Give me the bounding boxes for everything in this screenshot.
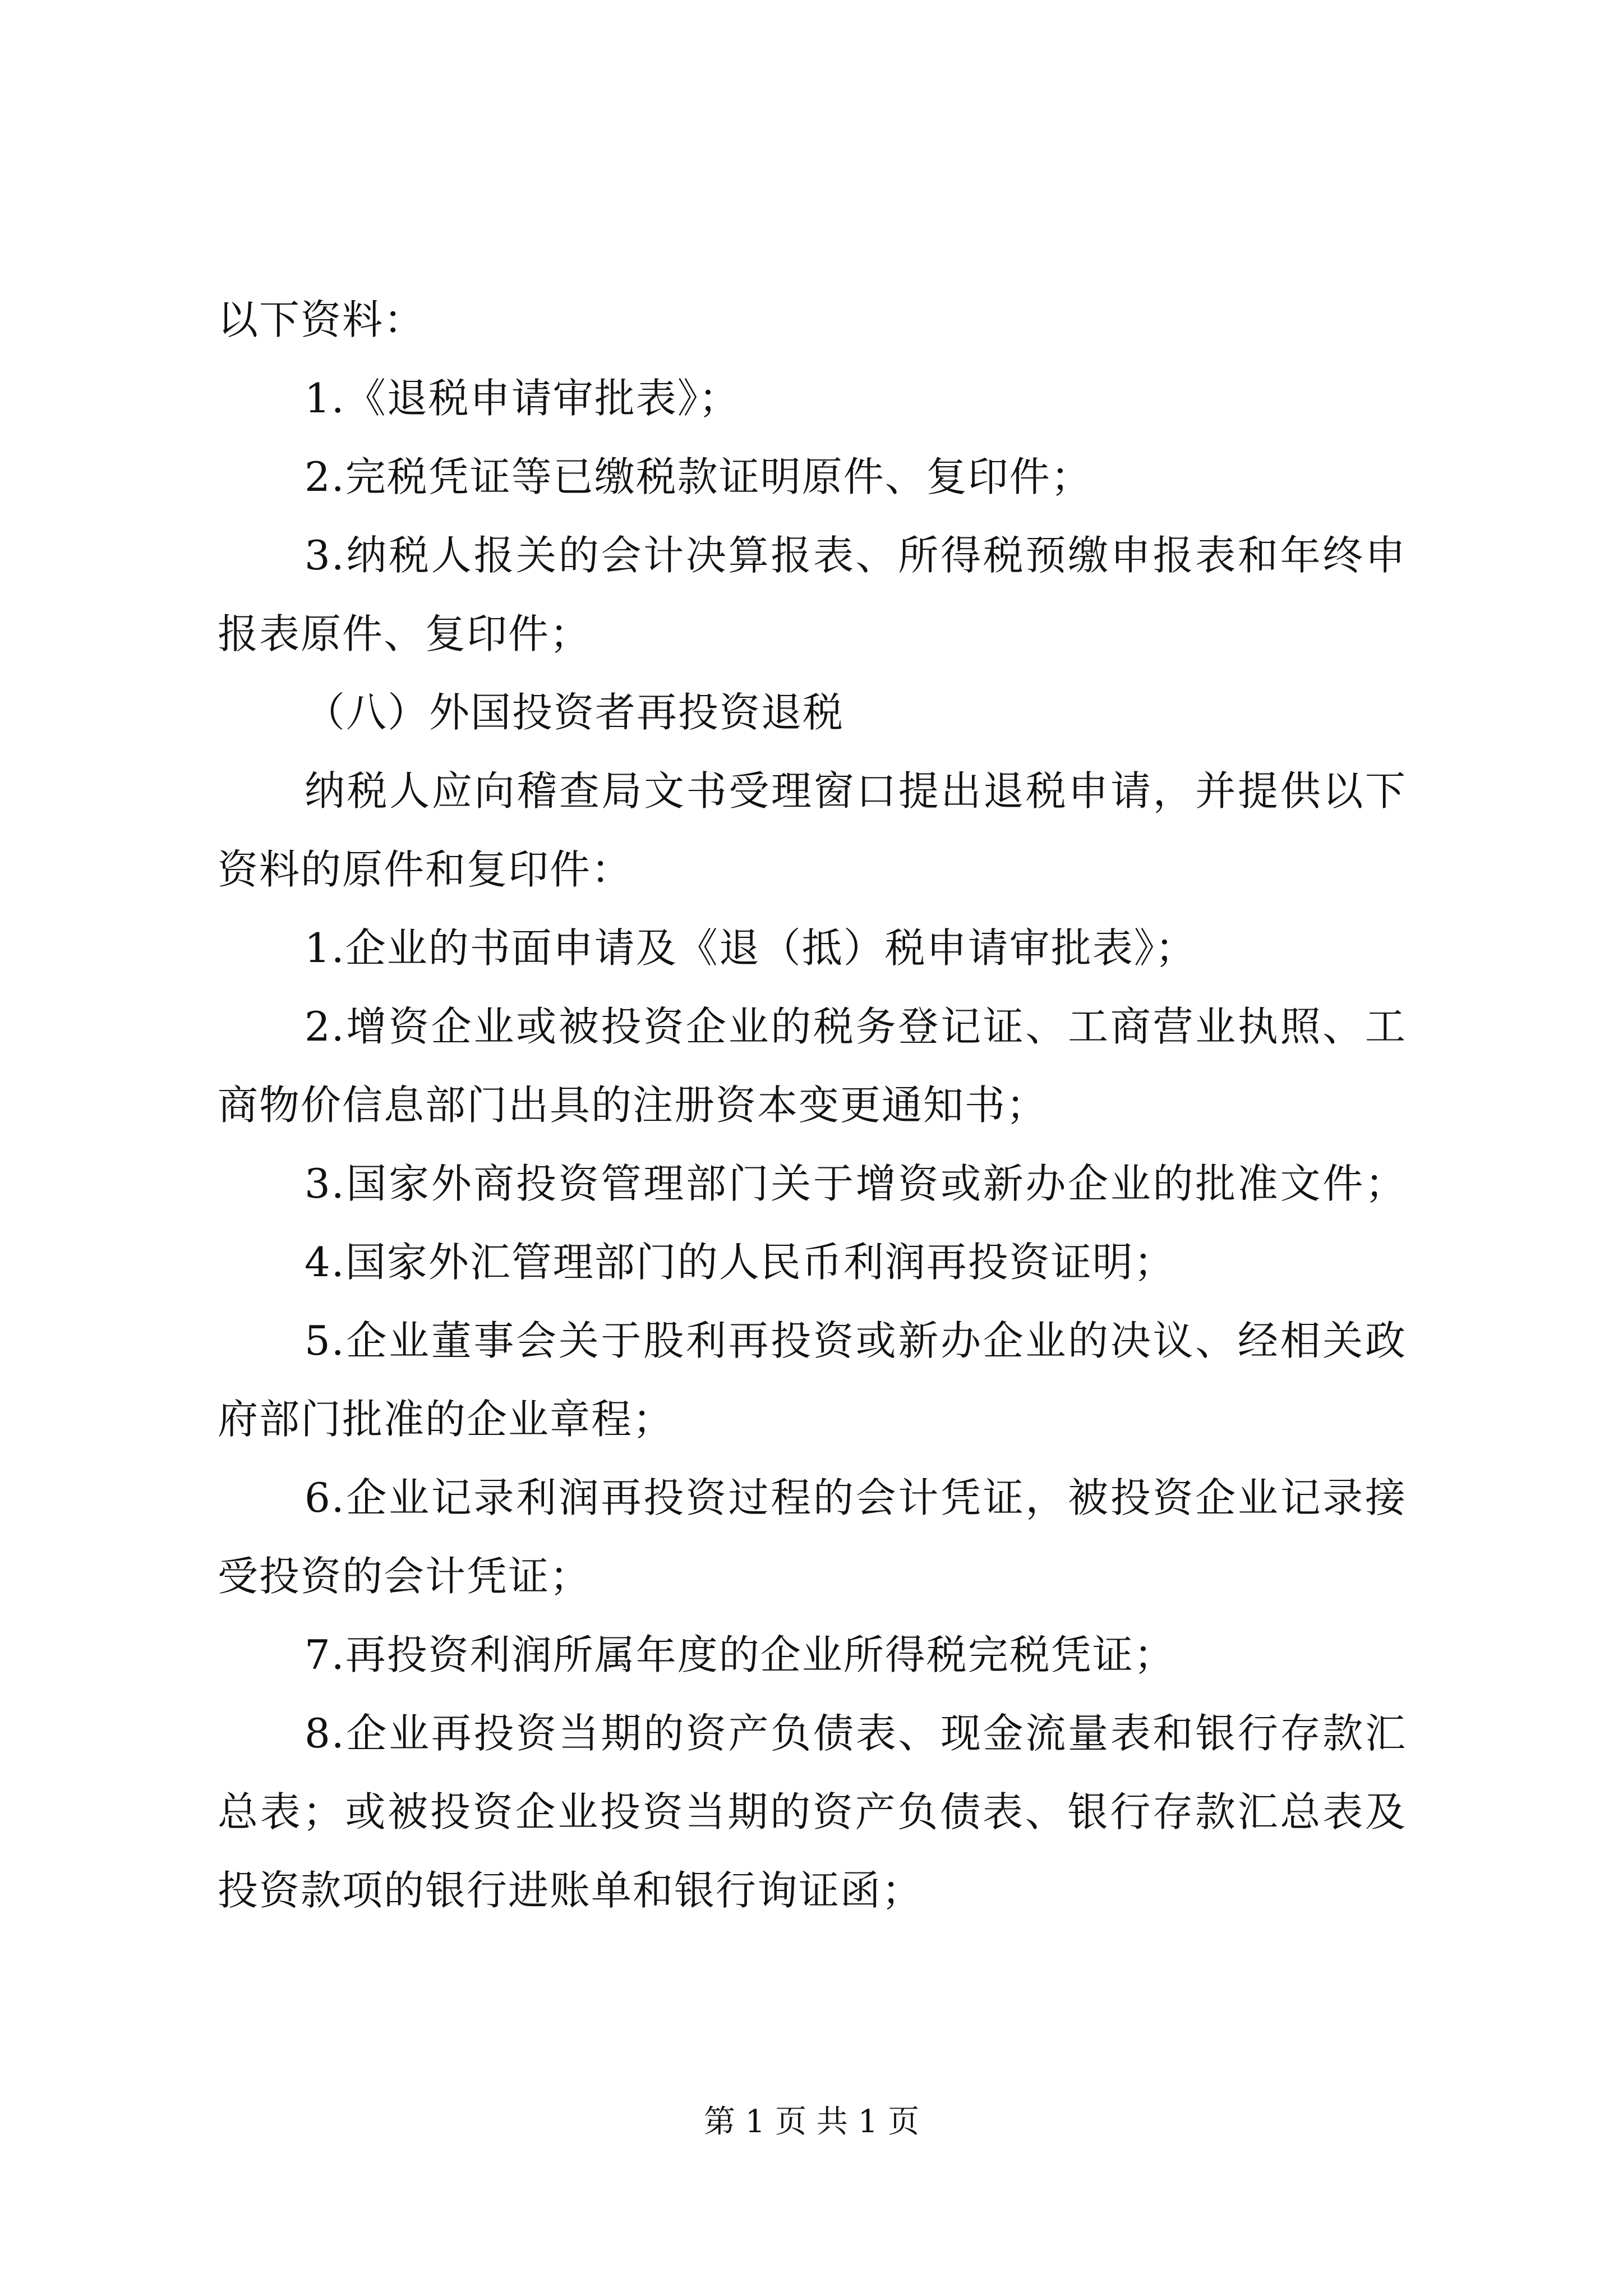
list-item: 1.企业的书面申请及《退（抵）税申请审批表》；: [305, 924, 1197, 972]
document-body: [218, 280, 1407, 1930]
list-item: 2.增资企业或被投资企业的税务登记证、工商营业执照、工: [305, 1003, 1407, 1050]
list-item: 4.国家外汇管理部门的人民币利润再投资证明；: [305, 1239, 1175, 1286]
list-item: 3.国家外商投资管理部门关于增资或新办企业的批准文件；: [305, 1160, 1407, 1207]
section-heading: （八）外国投资者再投资退税: [305, 689, 845, 736]
list-item: 2.完税凭证等已缴税款证明原件、复印件；: [305, 453, 1092, 500]
list-item: 6.企业记录利润再投资过程的会计凭证，被投资企业记录接: [305, 1474, 1407, 1521]
paragraph-line: 纳税人应向稽查局文书受理窗口提出退税申请，并提供以下: [305, 767, 1407, 815]
page-number-label: 第 1 页 共 1 页: [703, 2104, 920, 2140]
text-line: 以下资料：: [218, 296, 426, 343]
list-item: 3.纳税人报关的会计决算报表、所得税预缴申报表和年终申: [305, 532, 1407, 579]
list-item: 1.《退税申请审批表》；: [305, 375, 740, 422]
list-item: 5.企业董事会关于股利再投资或新办企业的决议、经相关政: [305, 1317, 1407, 1364]
text-line: 投资款项的银行进账单和银行询证函；: [218, 1867, 924, 1914]
text-line: 资料的原件和复印件：: [218, 846, 633, 893]
list-item: 7.再投资利润所属年度的企业所得税完税凭证；: [305, 1631, 1175, 1678]
text-line: 商物价信息部门出具的注册资本变更通知书；: [218, 1082, 1048, 1129]
text-line: 总表；或被投资企业投资当期的资产负债表、银行存款汇总表及: [218, 1788, 1407, 1835]
text-line: 报表原件、复印件；: [218, 610, 592, 657]
list-item: 8.企业再投资当期的资产负债表、现金流量表和银行存款汇: [305, 1710, 1407, 1757]
page-footer: [0, 2102, 1623, 2142]
text-line: 受投资的会计凭证；: [218, 1553, 592, 1600]
text-line: 府部门批准的企业章程；: [218, 1396, 675, 1443]
